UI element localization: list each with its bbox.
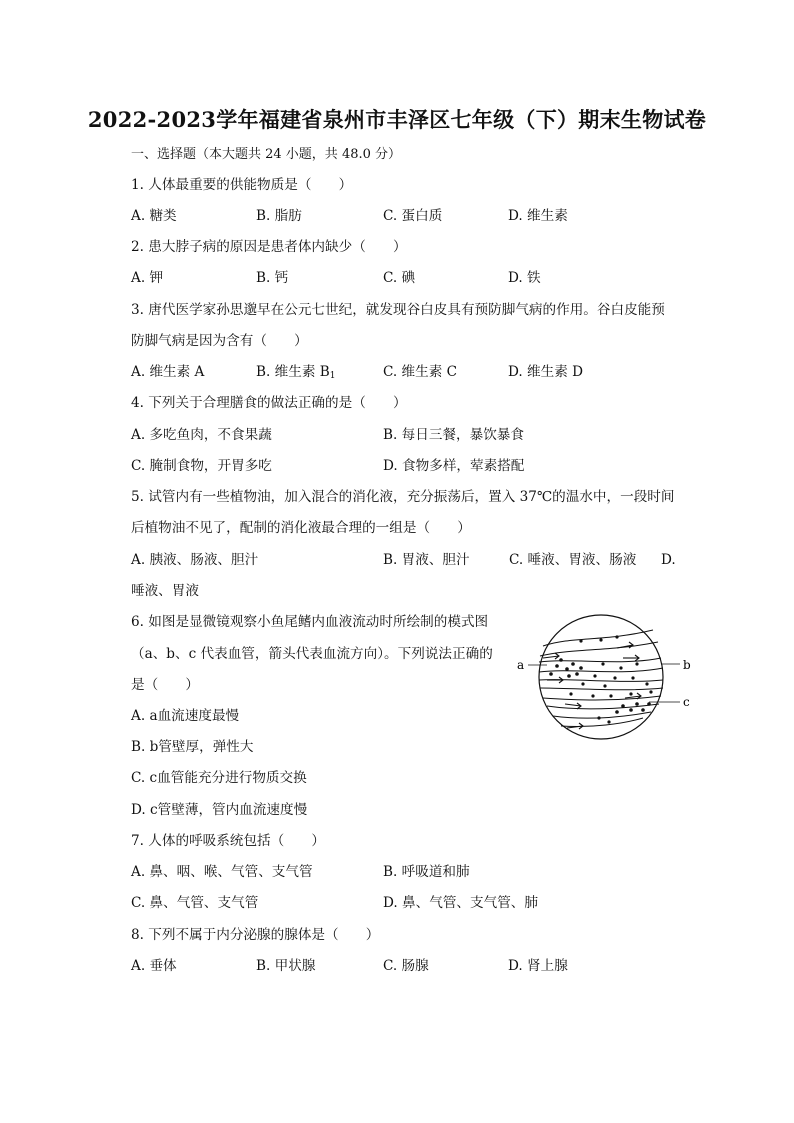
label-c: c: [683, 695, 690, 709]
question-4-stem: 4. 下列关于合理膳食的做法正确的是（ ）: [131, 395, 407, 411]
label-a: a: [517, 658, 525, 672]
q8-option-a: A. 垂体: [131, 958, 177, 974]
q6-option-a: A. a血流速度最慢: [131, 708, 240, 724]
q8-option-c: C. 肠腺: [383, 958, 429, 974]
q4-option-a: A. 多吃鱼肉，不食果蔬: [131, 427, 272, 443]
q4-option-d: D. 食物多样，荤素搭配: [383, 458, 525, 474]
q5-option-b: B. 胃液、胆汁: [383, 552, 470, 568]
page-title: 2022-2023学年福建省泉州市丰泽区七年级（下）期末生物试卷: [87, 107, 707, 132]
q1-option-a: A. 糖类: [131, 208, 177, 224]
q7-option-a: A. 鼻、咽、喉、气管、支气管: [131, 864, 313, 880]
q3-option-b: [256, 363, 335, 385]
section-heading: 一、选择题（本大题共 24 小题，共 48.0 分）: [131, 147, 402, 162]
q1-option-c: C. 蛋白质: [383, 208, 443, 224]
label-b: b: [683, 658, 691, 672]
q3-option-b-text: B. 维生素 B: [256, 364, 330, 380]
q3-option-c: C. 维生素 C: [383, 364, 458, 380]
q7-option-d: D. 鼻、气管、支气管、肺: [383, 895, 538, 911]
q5-option-d-label: D.: [661, 552, 676, 568]
q2-option-d: D. 铁: [508, 270, 541, 286]
q4-option-b: B. 每日三餐，暴饮暴食: [383, 427, 524, 443]
q2-option-c: C. 碘: [383, 270, 416, 286]
question-5-stem-line-1: 5. 试管内有一些植物油，加入混合的消化液，充分振荡后，置入 37℃的温水中，一段时间: [131, 489, 675, 505]
question-2-stem: 2. 患大脖子病的原因是患者体内缺少（ ）: [131, 239, 407, 255]
q2-option-b: B. 钙: [256, 270, 289, 286]
q1-option-b: B. 脂肪: [256, 208, 302, 224]
q5-option-a: A. 胰液、肠液、胆汁: [131, 552, 259, 568]
q5-option-d-text: 唾液、胃液: [131, 583, 199, 599]
q1-option-d: D. 维生素: [508, 208, 568, 224]
q3-option-a: A. 维生素 A: [131, 364, 205, 380]
q4-option-c: C. 腌制食物，开胃多吃: [131, 458, 272, 474]
q8-option-b: B. 甲状腺: [256, 958, 316, 974]
question-1-stem: 1. 人体最重要的供能物质是（ ）: [131, 177, 353, 193]
q3-option-d: D. 维生素 D: [508, 364, 584, 380]
q6-option-b: B. b管壁厚，弹性大: [131, 739, 254, 755]
q8-option-d: D. 肾上腺: [508, 958, 568, 974]
question-6-stem-line-3: 是（ ）: [131, 677, 199, 693]
question-7-stem: 7. 人体的呼吸系统包括（ ）: [131, 833, 326, 849]
question-6-stem-line-1: 6. 如图是显微镜观察小鱼尾鳍内血液流动时所绘制的模式图: [131, 614, 489, 630]
q7-option-b: B. 呼吸道和肺: [383, 864, 470, 880]
q6-option-d: D. c管壁薄，管内血流速度慢: [131, 802, 308, 818]
question-3-stem-line-2: 防脚气病是因为含有（ ）: [131, 333, 308, 349]
question-3-stem-line-1: 3. 唐代医学家孙思邈早在公元七世纪，就发现谷白皮具有预防脚气病的作用。谷白皮能预: [131, 302, 665, 318]
blood-vessel-diagram: [513, 614, 703, 744]
question-8-stem: 8. 下列不属于内分泌腺的腺体是（ ）: [131, 927, 380, 943]
question-6-stem-line-2: （a、b、c 代表血管，箭头代表血流方向）。下列说法正确的: [131, 646, 493, 662]
q2-option-a: A. 钾: [131, 270, 164, 286]
q7-option-c: C. 鼻、气管、支气管: [131, 895, 259, 911]
q5-option-c: C. 唾液、胃液、肠液: [509, 552, 637, 568]
q6-option-c: C. c血管能充分进行物质交换: [131, 770, 307, 786]
q3-option-b-subscript: 1: [329, 371, 336, 381]
question-5-stem-line-2: 后植物油不见了，配制的消化液最合理的一组是（ ）: [131, 520, 471, 536]
